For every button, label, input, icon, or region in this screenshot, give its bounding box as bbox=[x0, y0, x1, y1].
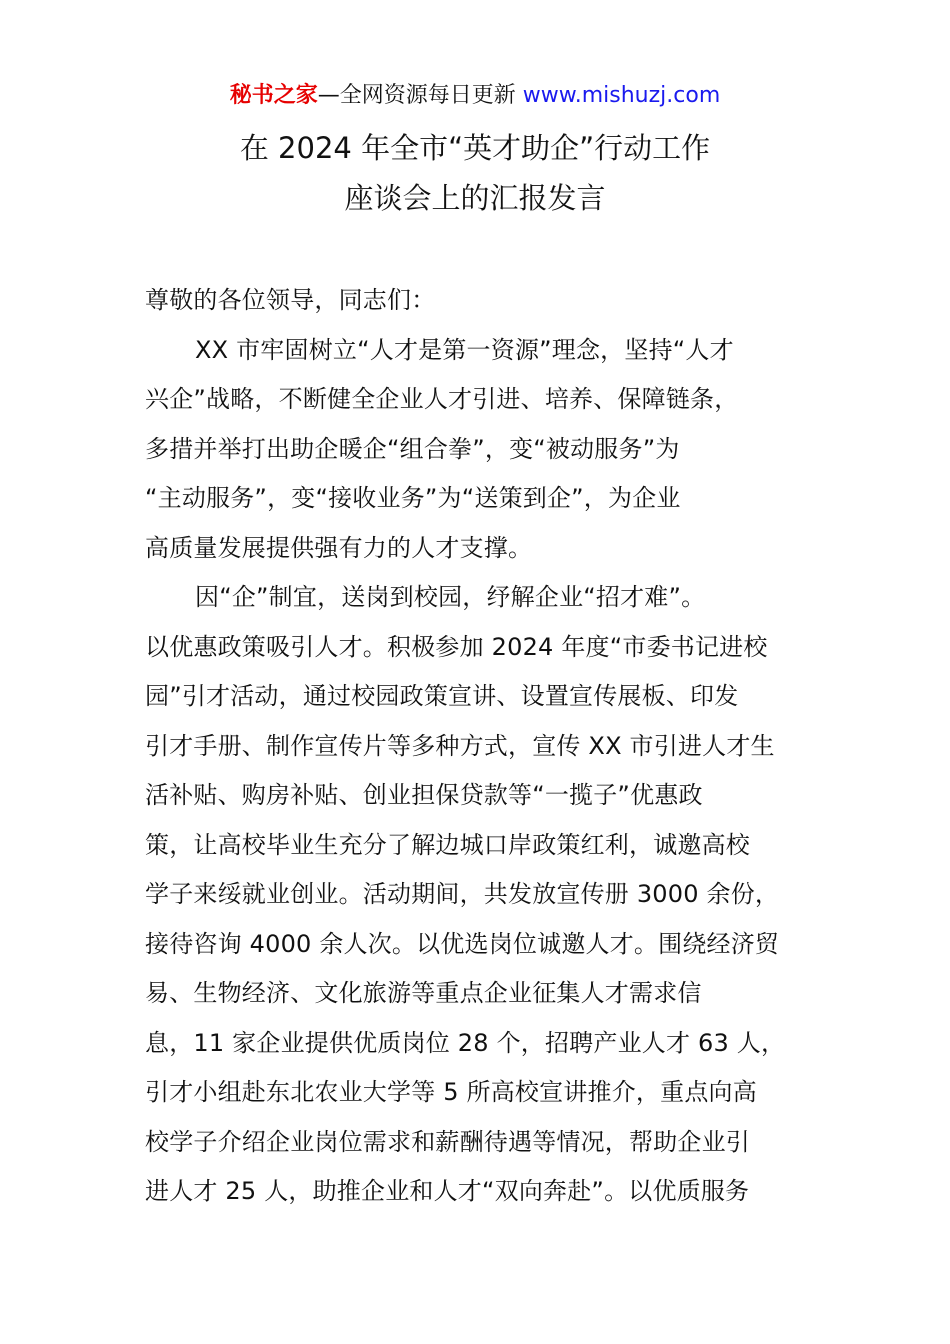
document-body bbox=[145, 276, 810, 1217]
body-line: “主动服务”，变“接收业务”为“送策到企”，为企业 bbox=[145, 484, 681, 512]
body-line: 园”引才活动，通过校园政策宣讲、设置宣传展板、印发 bbox=[145, 682, 739, 710]
body-line: 引才手册、制作宣传片等多种方式，宣传 XX 市引进人才生 bbox=[145, 731, 775, 760]
body-line: 校学子介绍企业岗位需求和薪酬待遇等情况，帮助企业引 bbox=[145, 1127, 750, 1156]
body-line: 学子来绥就业创业。活动期间，共发放宣传册 3000 余份， bbox=[145, 880, 780, 908]
salutation: 尊敬的各位领导，同志们： bbox=[145, 286, 436, 314]
body-line: 活补贴、购房补贴、创业担保贷款等“一揽子”优惠政 bbox=[145, 781, 703, 809]
document-title-line-1: 在 2024 年全市“英才助企”行动工作 bbox=[239, 131, 711, 165]
body-line: 多措并举打出助企暖企“组合拳”，变“被动服务”为 bbox=[145, 434, 680, 463]
body-line: 策，让高校毕业生充分了解边城口岸政策红利，诚邀高校 bbox=[145, 830, 750, 859]
body-line: 息，11 家企业提供优质岗位 28 个，招聘产业人才 63 人， bbox=[145, 1028, 786, 1057]
brand-name: 秘书之家 bbox=[229, 83, 318, 108]
body-line: XX 市牢固树立“人才是第一资源”理念，坚持“人才 bbox=[195, 335, 734, 364]
body-line: 以优惠政策吸引人才。积极参加 2024 年度“市委书记进校 bbox=[145, 632, 768, 661]
body-line: 易、生物经济、文化旅游等重点企业征集人才需求信 bbox=[145, 979, 702, 1007]
body-line: 进人才 25 人，助推企业和人才“双向奔赴”。以优质服务 bbox=[145, 1177, 750, 1205]
body-line: 引才小组赴东北农业大学等 5 所高校宣讲推介，重点向高 bbox=[145, 1078, 757, 1106]
body-line: 接待咨询 4000 余人次。以优选岗位诚邀人才。围绕经济贸 bbox=[145, 929, 780, 958]
site-header bbox=[0, 80, 950, 112]
header-tagline: —全网资源每日更新 bbox=[317, 83, 516, 108]
body-line: 因“企”制宜，送岗到校园，纾解企业“招才难”。 bbox=[195, 583, 706, 611]
body-line: 高质量发展提供强有力的人才支撑。 bbox=[145, 533, 533, 562]
site-url-link[interactable]: www.mishuzj.com bbox=[522, 83, 721, 108]
body-line: 兴企”战略，不断健全企业人才引进、培养、保障链条， bbox=[145, 385, 739, 413]
document-title-line-2: 座谈会上的汇报发言 bbox=[344, 181, 606, 215]
